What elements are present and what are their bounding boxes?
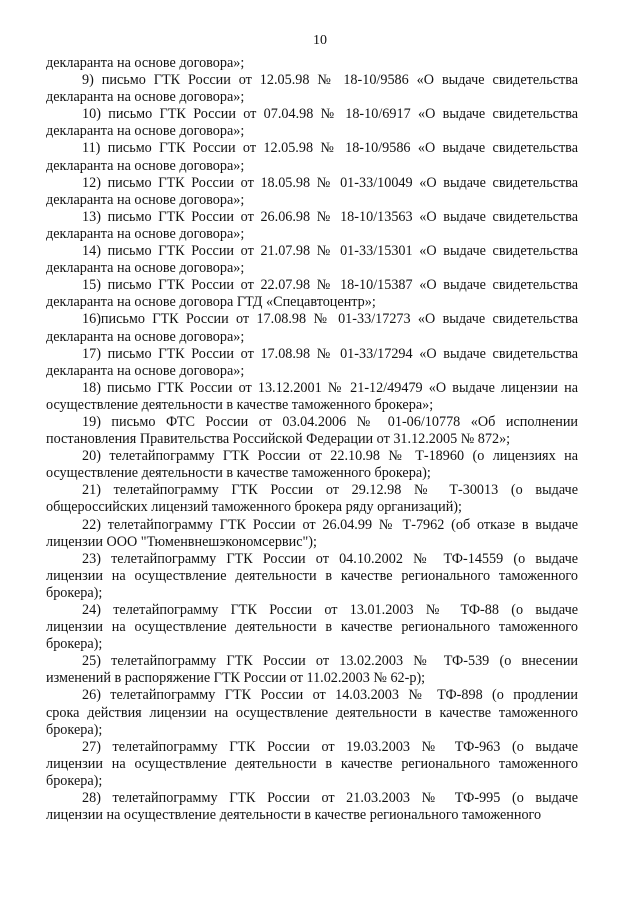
list-item-continuation: осуществление деятельности в качестве таможенного брокера»; [46,396,434,413]
list-item-continuation: декларанта на основе договора»; [46,225,245,242]
list-item-continuation: декларанта на основе договора»; [46,123,245,140]
list-item [46,175,578,209]
document-body [46,55,578,824]
list-item [46,277,578,311]
list-item-first-line: 14) письмо ГТК России от 21.07.98 № 01-33/15301 «О выдаче свидетельства [82,243,578,260]
list-item-first-line: 25) телетайпограмму ГТК России от 13.02.2003 № ТФ-539 (о внесении [82,653,578,670]
list-item [46,739,578,790]
list-item [46,243,578,277]
list-item [46,414,578,448]
list-item-continuation: лицензии на осуществление деятельности в качестве регионального таможенного брокера); [46,619,578,653]
list-item-continuation: осуществление деятельности в качестве таможенного брокера); [46,465,431,482]
list-item-continuation: лицензии на осуществление деятельности в качестве регионального таможенного брокера); [46,755,578,789]
list-item [46,140,578,174]
page-number: 10 [313,33,327,48]
list-item-first-line: 28) телетайпограмму ГТК России от 21.03.2003 № ТФ-995 (о выдаче [82,790,578,807]
list-item-continuation: лицензии на осуществление деятельности в качестве регионального таможенного [46,807,542,824]
list-item [46,346,578,380]
list-item-continuation: декларанта на основе договора»; [46,328,245,345]
list-item [46,106,578,140]
list-item [46,482,578,516]
list-item-continuation: общероссийских лицензий таможенного брокера ряду организаций); [46,499,462,516]
list-item-continuation: лицензии на осуществление деятельности в качестве регионального таможенного брокера); [46,567,578,601]
list-item-continuation: декларанта на основе договора»; [46,157,245,174]
list-item [46,602,578,653]
list-item [46,790,578,824]
list-item [46,687,578,738]
list-item-first-line: 11) письмо ГТК России от 12.05.98 № 18-10/9586 «О выдаче свидетельства [82,140,578,157]
list-item-first-line: 13) письмо ГТК России от 26.06.98 № 18-10/13563 «О выдаче свидетельства [82,208,578,225]
list-item-first-line: 23) телетайпограмму ГТК России от 04.10.2002 № ТФ-14559 (о выдаче [82,550,578,567]
list-item [46,72,578,106]
list-item-continuation: декларанта на основе договора»; [46,89,245,106]
list-item-first-line: 18) письмо ГТК России от 13.12.2001 № 21-12/49479 «О выдаче лицензии на [82,379,578,396]
list-item [46,551,578,602]
list-item [46,209,578,243]
list-item-continuation: лицензии ООО "Тюменвнешэкономсервис"); [46,533,317,550]
continued-line: декларанта на основе договора»; [46,55,245,71]
list-item-first-line: 16)письмо ГТК России от 17.08.98 № 01-33/17273 «О выдаче свидетельства [82,311,578,328]
list-item-continuation: декларанта на основе договора»; [46,260,245,277]
list-item-continuation: декларанта на основе договора ГТД «Спецавтоцентр»; [46,294,376,311]
list-item-continuation: изменений в распоряжение ГТК России от 11.02.2003 № 62-р); [46,670,426,687]
list-item-continuation: декларанта на основе договора»; [46,362,245,379]
list-item-first-line: 20) телетайпограмму ГТК России от 22.10.98 № Т-18960 (о лицензиях на [82,448,578,465]
list-item-first-line: 15) письмо ГТК России от 22.07.98 № 18-10/15387 «О выдаче свидетельства [82,277,578,294]
list-item [46,517,578,551]
list-item-first-line: 24) телетайпограмму ГТК России от 13.01.2003 № ТФ-88 (о выдаче [82,602,578,618]
list-item-first-line: 9) письмо ГТК России от 12.05.98 № 18-10/9586 «О выдаче свидетельства [82,72,578,89]
list-item-first-line: 10) письмо ГТК России от 07.04.98 № 18-10/6917 «О выдаче свидетельства [82,106,578,123]
list-item-continuation: постановления Правительства Российской Федерации от 31.12.2005 № 872»; [46,431,511,448]
list-item-first-line: 21) телетайпограмму ГТК России от 29.12.98 № Т-30013 (о выдаче [82,482,578,499]
list-item-first-line: 22) телетайпограмму ГТК России от 26.04.99 № Т-7962 (об отказе в выдаче [82,516,578,533]
list-item-continuation: срока действия лицензии на осуществление деятельности в качестве таможенного брокера); [46,704,578,738]
list-item-first-line: 19) письмо ФТС России от 03.04.2006 № 01-06/10778 «Об исполнении [82,413,578,430]
list-item [46,448,578,482]
list-item-first-line: 17) письмо ГТК России от 17.08.98 № 01-33/17294 «О выдаче свидетельства [82,345,578,362]
list-item-first-line: 26) телетайпограмму ГТК России от 14.03.2003 № ТФ-898 (о продлении [82,687,578,704]
list-item-first-line: 27) телетайпограмму ГТК России от 19.03.2003 № ТФ-963 (о выдаче [82,738,578,755]
list-item [46,380,578,414]
list-item-first-line: 12) письмо ГТК России от 18.05.98 № 01-33/10049 «О выдаче свидетельства [82,174,578,191]
list-item [46,653,578,687]
list-item [46,311,578,345]
list-item-continuation: декларанта на основе договора»; [46,191,245,208]
